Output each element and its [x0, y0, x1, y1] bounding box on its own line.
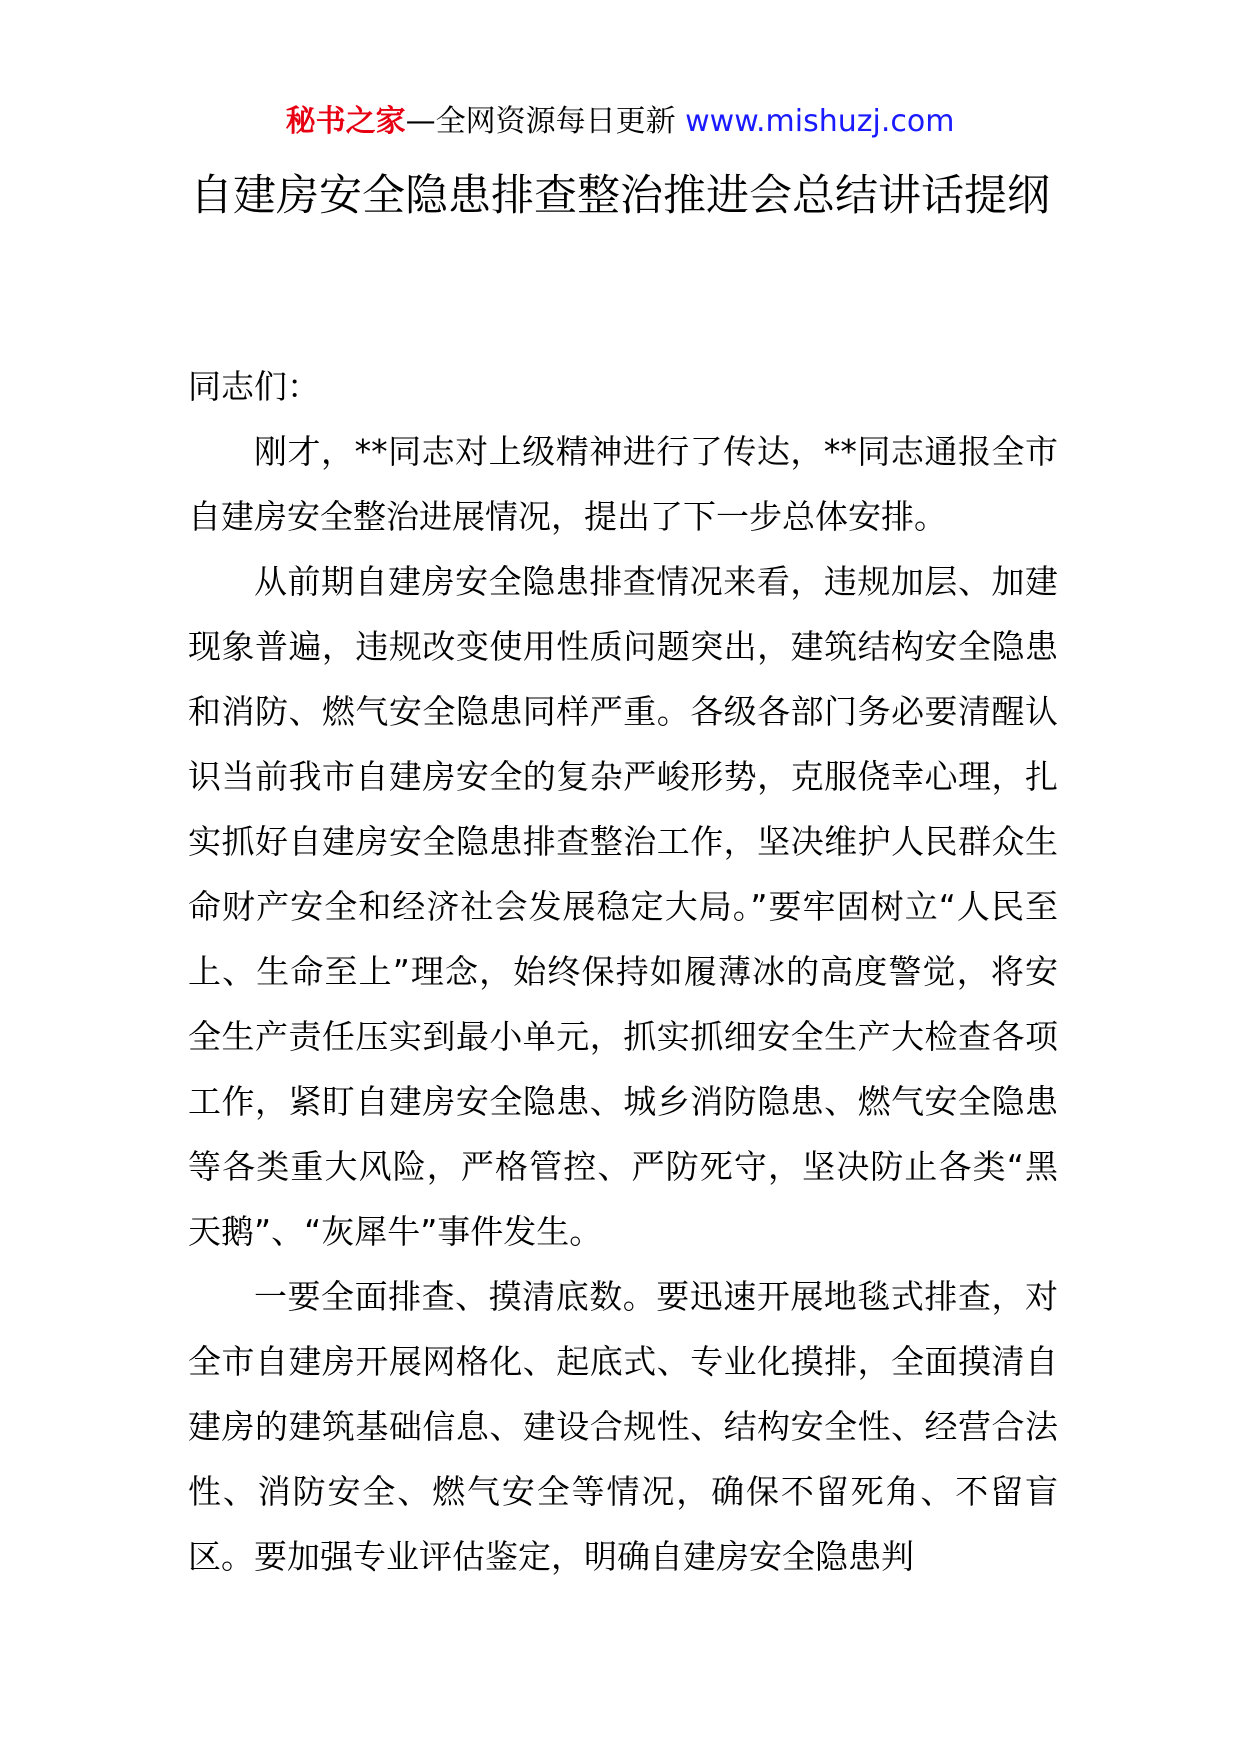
- header-tagline: —全网资源每日更新: [405, 104, 686, 139]
- document-body: [188, 354, 1058, 1589]
- paragraph: 一要全面排查、摸清底数。要迅速开展地毯式排查，对全市自建房开展网格化、起底式、专业化摸排，全面摸清自建房的建筑基础信息、建设合规性、结构安全性、经营合法性、消防安全、燃气安全等情况，确保不留死角、不留盲区。要加强专业评估鉴定，明确自建房安全隐患判: [188, 1277, 1058, 1576]
- paragraph: 刚才，**同志对上级精神进行了传达，**同志通报全市自建房安全整治进展情况，提出了下一步总体安排。: [188, 432, 1058, 536]
- document-title: 自建房安全隐患排查整治推进会总结讲话提纲: [190, 171, 1050, 221]
- brand-name: 秘书之家: [285, 104, 406, 139]
- paragraph: 从前期自建房安全隐患排查情况来看，违规加层、加建现象普遍，违规改变使用性质问题突出，建筑结构安全隐患和消防、燃气安全隐患同样严重。各级各部门务必要清醒认识当前我市自建房安全的复杂严峻形势，克服侥幸心理，扎实抓好自建房安全隐患排查整治工作，坚决维护人民群众生命财产安全和经济社会发展稳定大局。”要牢固树立“人民至上、生命至上”理念，始终保持如履薄冰的高度警觉，将安全生产责任压实到最小单元，抓实抓细安全生产大检查各项工作，紧盯自建房安全隐患、城乡消防隐患、燃气安全隐患等各类重大风险，严格管控、严防死守，坚决防止各类“黑天鹅”、“灰犀牛”事件发生。: [188, 562, 1058, 1251]
- site-header: [0, 102, 1240, 142]
- site-url-link[interactable]: www.mishuzj.com: [685, 104, 955, 139]
- salutation: 同志们：: [188, 367, 320, 406]
